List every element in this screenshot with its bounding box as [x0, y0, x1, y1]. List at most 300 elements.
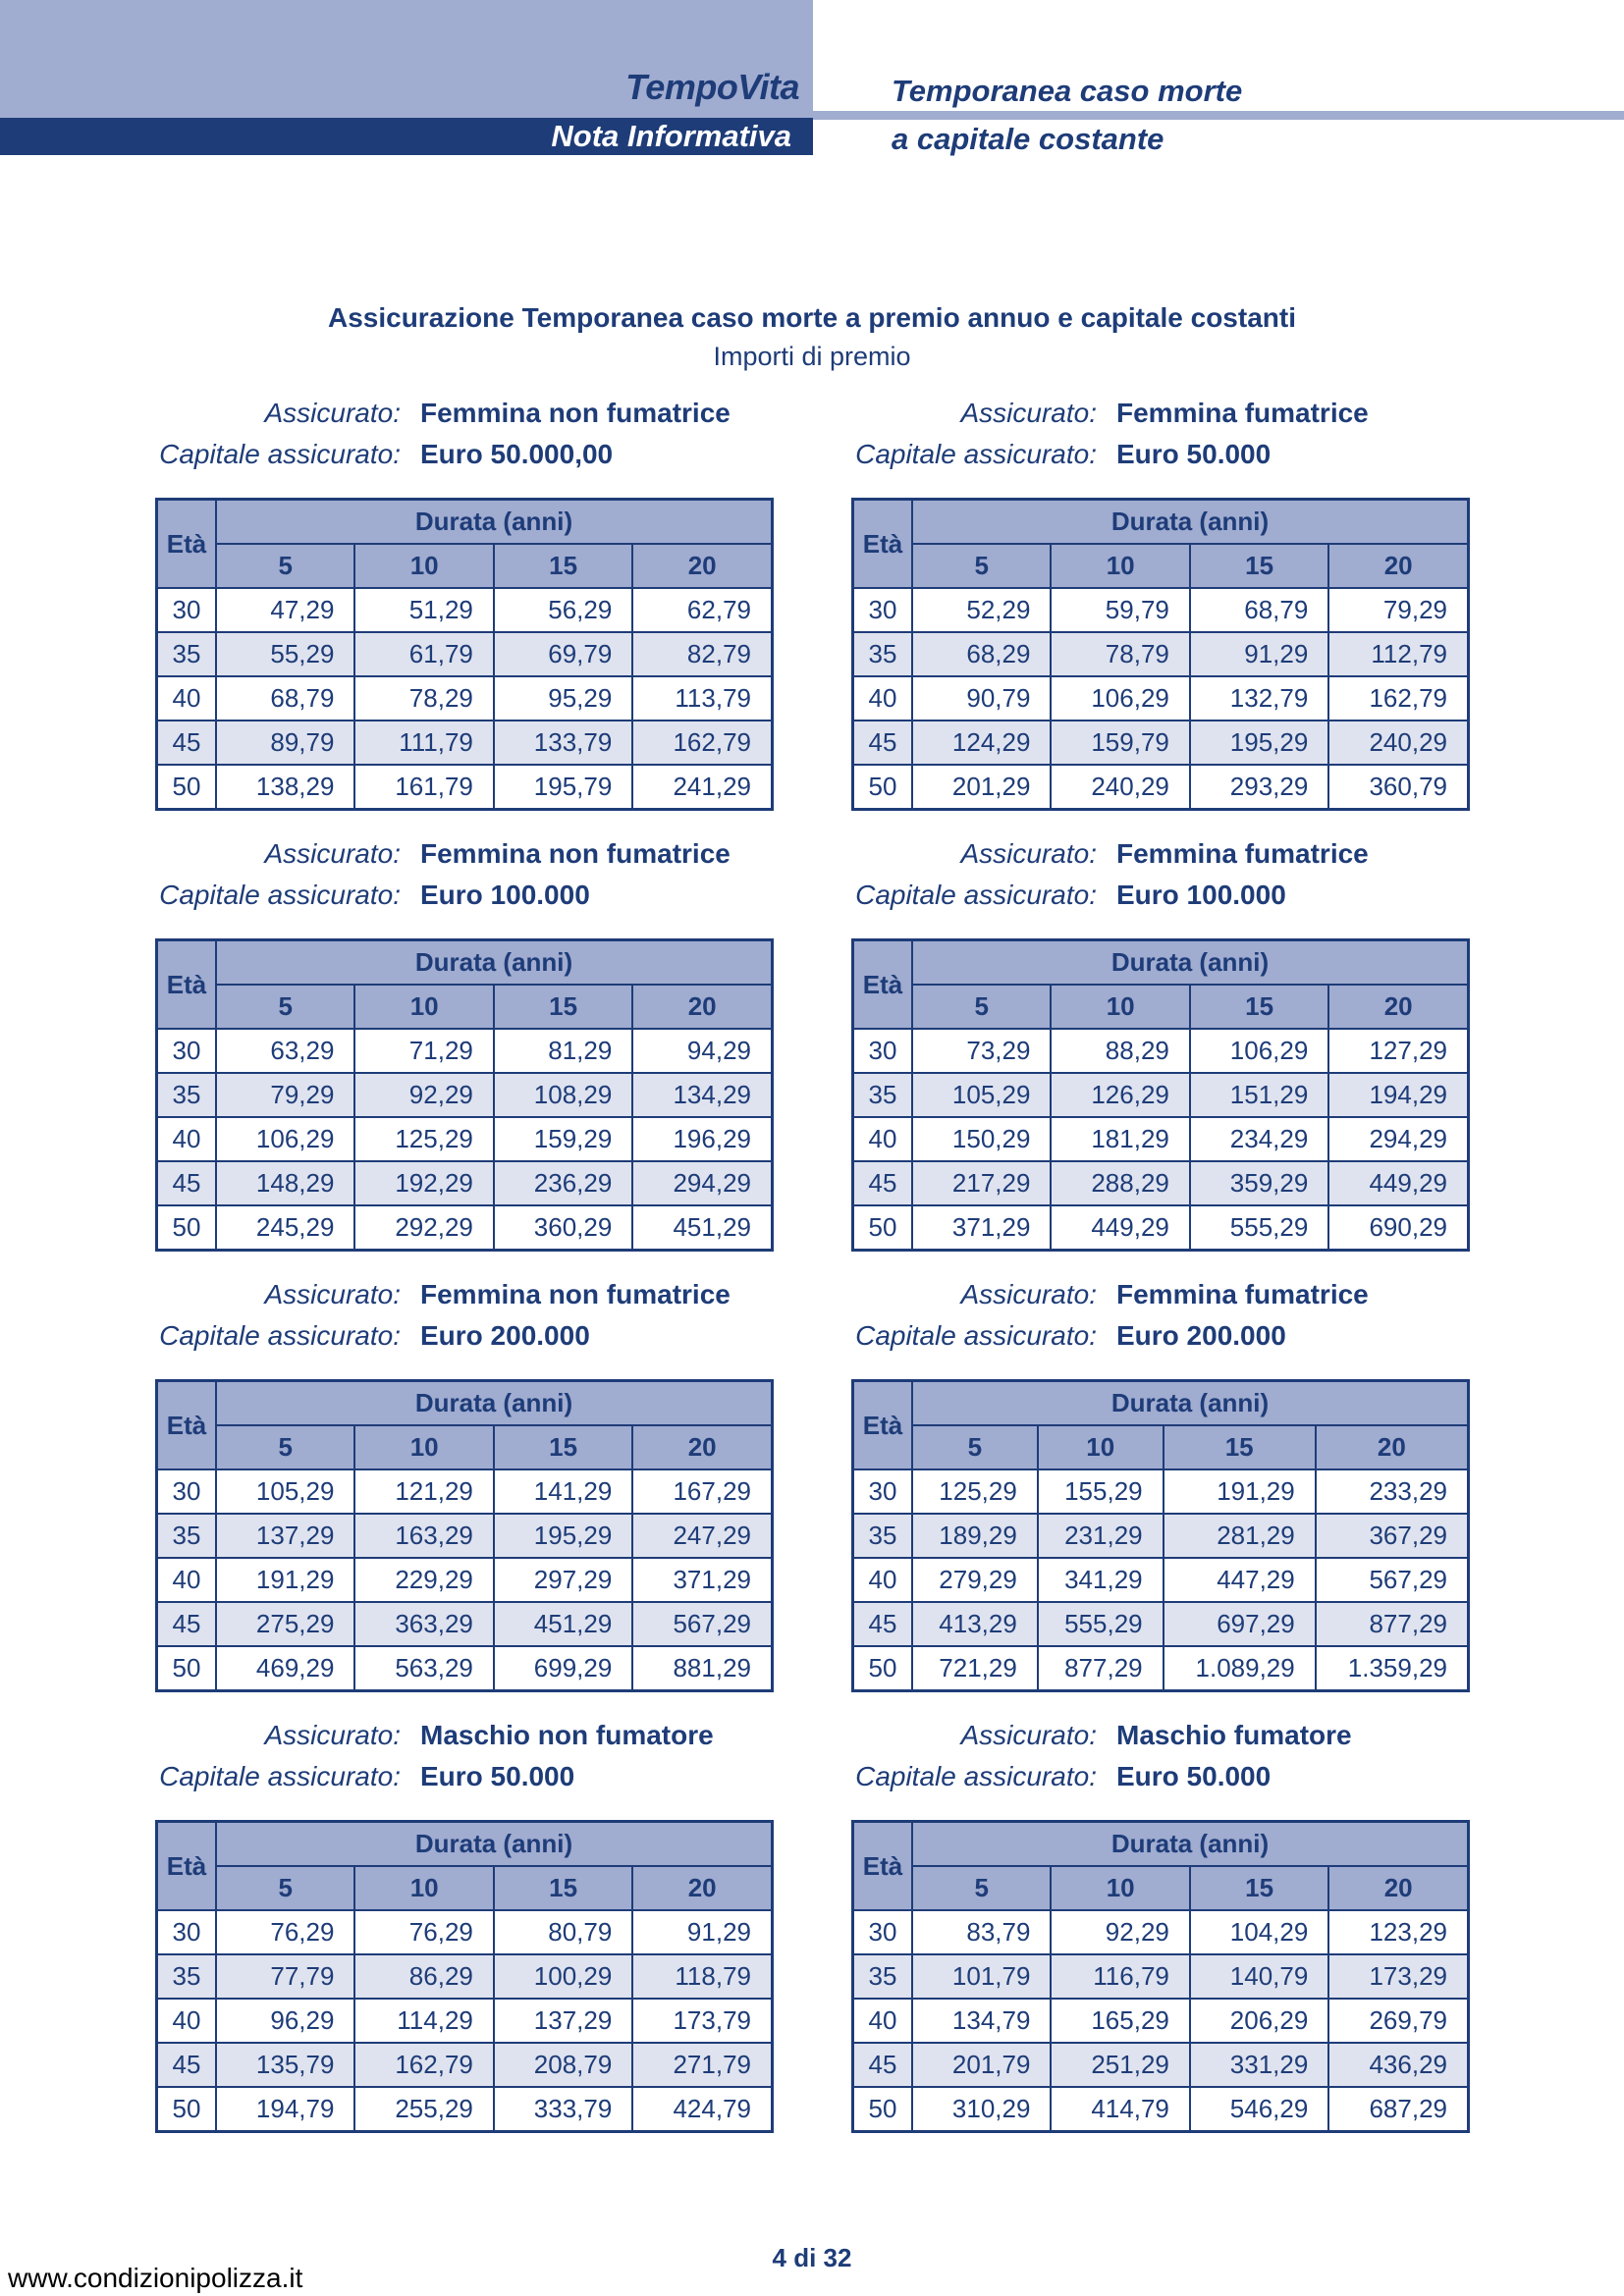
premium-cell: 194,79	[216, 2087, 354, 2132]
age-header: Età	[157, 500, 217, 589]
premium-cell: 294,29	[632, 1161, 772, 1205]
table-row	[853, 2087, 1469, 2132]
table-row	[157, 2043, 773, 2087]
premium-cell: 106,29	[1051, 676, 1189, 721]
premium-cell: 371,29	[912, 1205, 1051, 1251]
premium-cell: 217,29	[912, 1161, 1051, 1205]
capital-label: Capitale assicurato:	[159, 439, 401, 469]
premium-cell: 241,29	[632, 765, 772, 810]
duration-col-header: 10	[354, 1425, 493, 1469]
premium-cell: 68,79	[216, 676, 354, 721]
capital-value: Euro 100.000	[420, 880, 590, 910]
age-cell: 45	[853, 721, 913, 765]
premium-cell: 125,29	[912, 1469, 1038, 1514]
premium-cell: 292,29	[354, 1205, 493, 1251]
duration-col-header: 10	[354, 1866, 493, 1910]
premium-cell: 132,79	[1190, 676, 1328, 721]
premium-cell: 699,29	[494, 1646, 632, 1691]
premium-table	[851, 938, 1470, 1252]
premium-cell: 721,29	[912, 1646, 1038, 1691]
premium-cell: 150,29	[912, 1117, 1051, 1161]
premium-cell: 163,29	[354, 1514, 493, 1558]
age-cell: 30	[853, 1469, 913, 1514]
age-header: Età	[853, 500, 913, 589]
table-row	[157, 721, 773, 765]
premium-cell: 159,79	[1051, 721, 1189, 765]
table-row	[853, 1514, 1469, 1558]
table-row	[853, 632, 1469, 676]
capital-value: Euro 200.000	[420, 1320, 590, 1351]
table-row	[157, 1205, 773, 1251]
premium-cell: 91,29	[632, 1910, 772, 1954]
website-url[interactable]: www.condizionipolizza.it	[8, 2263, 303, 2293]
duration-col-header: 20	[1316, 1425, 1469, 1469]
brand-subtitle: Nota Informativa	[551, 119, 791, 153]
premium-cell: 165,29	[1051, 1999, 1189, 2043]
age-cell: 45	[157, 2043, 217, 2087]
age-cell: 50	[853, 2087, 913, 2132]
duration-col-header: 10	[1051, 544, 1189, 588]
capital-row	[851, 1761, 1470, 1802]
premium-cell: 162,79	[354, 2043, 493, 2087]
product-title-line1: Temporanea caso morte	[892, 74, 1243, 108]
duration-col-header: 15	[1190, 544, 1328, 588]
premium-block	[155, 398, 774, 801]
premium-cell: 881,29	[632, 1646, 772, 1691]
duration-col-header: 10	[354, 544, 493, 588]
premium-cell: 88,29	[1051, 1029, 1189, 1073]
age-header: Età	[157, 1381, 217, 1470]
page-number: 4 di 32	[772, 2243, 852, 2272]
table-row	[853, 1558, 1469, 1602]
premium-cell: 555,29	[1038, 1602, 1164, 1646]
premium-cell: 546,29	[1190, 2087, 1328, 2132]
premium-cell: 247,29	[632, 1514, 772, 1558]
premium-cell: 191,29	[1164, 1469, 1316, 1514]
premium-cell: 118,79	[632, 1954, 772, 1999]
premium-table	[155, 938, 774, 1252]
premium-table	[851, 1379, 1470, 1692]
premium-cell: 240,29	[1328, 721, 1468, 765]
premium-cell: 206,29	[1190, 1999, 1328, 2043]
premium-cell: 123,29	[1328, 1910, 1468, 1954]
premium-table	[851, 498, 1470, 811]
duration-col-header: 15	[494, 1866, 632, 1910]
premium-cell: 68,29	[912, 632, 1051, 676]
premium-cell: 275,29	[216, 1602, 354, 1646]
premium-cell: 251,29	[1051, 2043, 1189, 2087]
insured-row	[851, 398, 1470, 439]
age-cell: 40	[157, 1558, 217, 1602]
insured-value: Maschio non fumatore	[420, 1720, 714, 1750]
premium-cell: 106,29	[216, 1117, 354, 1161]
age-header: Età	[157, 1822, 217, 1911]
premium-cell: 234,29	[1190, 1117, 1328, 1161]
table-row	[853, 2043, 1469, 2087]
age-header: Età	[157, 940, 217, 1030]
table-row	[157, 1117, 773, 1161]
duration-header: Durata (anni)	[912, 500, 1469, 545]
age-cell: 50	[853, 765, 913, 810]
insured-label: Assicurato:	[264, 1279, 401, 1309]
premium-cell: 297,29	[494, 1558, 632, 1602]
duration-col-header: 5	[216, 1425, 354, 1469]
table-row	[157, 588, 773, 632]
table-row	[157, 1161, 773, 1205]
premium-cell: 79,29	[1328, 588, 1468, 632]
premium-cell: 195,29	[1190, 721, 1328, 765]
table-row	[157, 1602, 773, 1646]
duration-col-header: 15	[494, 1425, 632, 1469]
premium-block	[155, 1720, 774, 2123]
premium-cell: 141,29	[494, 1469, 632, 1514]
table-row	[157, 1514, 773, 1558]
table-row	[157, 632, 773, 676]
duration-col-header: 5	[912, 544, 1051, 588]
duration-col-header: 15	[494, 544, 632, 588]
duration-header: Durata (anni)	[216, 500, 773, 545]
insured-value: Femmina fumatrice	[1116, 398, 1369, 428]
age-cell: 45	[157, 1161, 217, 1205]
age-cell: 35	[853, 1073, 913, 1117]
table-row	[853, 1117, 1469, 1161]
insured-value: Femmina non fumatrice	[420, 398, 731, 428]
insured-label: Assicurato:	[264, 838, 401, 869]
age-cell: 50	[853, 1205, 913, 1251]
premium-cell: 108,29	[494, 1073, 632, 1117]
capital-row	[851, 880, 1470, 921]
premium-cell: 77,79	[216, 1954, 354, 1999]
premium-cell: 135,79	[216, 2043, 354, 2087]
age-cell: 30	[157, 1469, 217, 1514]
premium-cell: 113,79	[632, 676, 772, 721]
premium-cell: 447,29	[1164, 1558, 1316, 1602]
premium-cell: 208,79	[494, 2043, 632, 2087]
premium-cell: 161,79	[354, 765, 493, 810]
capital-value: Euro 50.000,00	[420, 439, 614, 469]
premium-cell: 162,79	[632, 721, 772, 765]
duration-header: Durata (anni)	[216, 940, 773, 986]
premium-cell: 86,29	[354, 1954, 493, 1999]
age-cell: 30	[853, 1910, 913, 1954]
capital-label: Capitale assicurato:	[855, 439, 1097, 469]
duration-col-header: 5	[912, 1866, 1051, 1910]
premium-cell: 414,79	[1051, 2087, 1189, 2132]
age-cell: 40	[157, 676, 217, 721]
premium-cell: 245,29	[216, 1205, 354, 1251]
age-header: Età	[853, 1381, 913, 1470]
premium-cell: 96,29	[216, 1999, 354, 2043]
premium-cell: 104,29	[1190, 1910, 1328, 1954]
premium-cell: 127,29	[1328, 1029, 1468, 1073]
age-cell: 35	[157, 1954, 217, 1999]
premium-cell: 47,29	[216, 588, 354, 632]
premium-block	[155, 1279, 774, 1682]
premium-cell: 449,29	[1328, 1161, 1468, 1205]
premium-cell: 124,29	[912, 721, 1051, 765]
premium-cell: 56,29	[494, 588, 632, 632]
duration-col-header: 20	[632, 1866, 772, 1910]
capital-value: Euro 50.000	[420, 1761, 575, 1791]
premium-cell: 137,29	[494, 1999, 632, 2043]
age-cell: 30	[853, 588, 913, 632]
table-row	[157, 1910, 773, 1954]
capital-value: Euro 100.000	[1116, 880, 1286, 910]
premium-cell: 134,29	[632, 1073, 772, 1117]
age-cell: 45	[853, 1602, 913, 1646]
premium-cell: 148,29	[216, 1161, 354, 1205]
age-cell: 35	[853, 1514, 913, 1558]
premium-cell: 1.359,29	[1316, 1646, 1469, 1691]
age-cell: 45	[157, 721, 217, 765]
document-subtitle: Importi di premio	[713, 342, 911, 371]
table-row	[853, 1205, 1469, 1251]
table-row	[853, 721, 1469, 765]
premium-cell: 451,29	[632, 1205, 772, 1251]
age-cell: 50	[853, 1646, 913, 1691]
premium-cell: 159,29	[494, 1117, 632, 1161]
insured-value: Femmina fumatrice	[1116, 838, 1369, 869]
insured-row	[851, 1279, 1470, 1320]
premium-cell: 92,29	[1051, 1910, 1189, 1954]
premium-cell: 62,79	[632, 588, 772, 632]
duration-col-header: 20	[1328, 544, 1468, 588]
premium-cell: 363,29	[354, 1602, 493, 1646]
premium-cell: 371,29	[632, 1558, 772, 1602]
premium-cell: 105,29	[216, 1469, 354, 1514]
premium-cell: 449,29	[1051, 1205, 1189, 1251]
duration-col-header: 20	[1328, 1866, 1468, 1910]
premium-cell: 90,79	[912, 676, 1051, 721]
duration-col-header: 5	[216, 1866, 354, 1910]
premium-cell: 52,29	[912, 588, 1051, 632]
premium-cell: 92,29	[354, 1073, 493, 1117]
premium-cell: 567,29	[1316, 1558, 1469, 1602]
table-row	[853, 1910, 1469, 1954]
premium-block	[851, 1279, 1470, 1682]
premium-cell: 279,29	[912, 1558, 1038, 1602]
premium-cell: 877,29	[1038, 1646, 1164, 1691]
age-cell: 40	[853, 1558, 913, 1602]
premium-cell: 567,29	[632, 1602, 772, 1646]
premium-cell: 61,79	[354, 632, 493, 676]
duration-col-header: 15	[494, 985, 632, 1029]
age-cell: 40	[853, 1999, 913, 2043]
premium-cell: 201,79	[912, 2043, 1051, 2087]
premium-cell: 697,29	[1164, 1602, 1316, 1646]
premium-cell: 100,29	[494, 1954, 632, 1999]
age-cell: 45	[853, 2043, 913, 2087]
duration-header: Durata (anni)	[912, 1381, 1469, 1426]
premium-cell: 877,29	[1316, 1602, 1469, 1646]
premium-cell: 195,79	[494, 765, 632, 810]
premium-cell: 167,29	[632, 1469, 772, 1514]
insured-value: Femmina non fumatrice	[420, 838, 731, 869]
capital-row	[155, 1320, 774, 1362]
premium-cell: 194,29	[1328, 1073, 1468, 1117]
capital-row	[851, 1320, 1470, 1362]
premium-cell: 140,79	[1190, 1954, 1328, 1999]
premium-cell: 310,29	[912, 2087, 1051, 2132]
duration-col-header: 15	[1164, 1425, 1316, 1469]
premium-table	[155, 1820, 774, 2133]
header-light-rule	[813, 111, 1624, 120]
premium-cell: 173,79	[632, 1999, 772, 2043]
premium-block	[851, 1720, 1470, 2123]
premium-cell: 94,29	[632, 1029, 772, 1073]
premium-cell: 76,29	[354, 1910, 493, 1954]
premium-cell: 451,29	[494, 1602, 632, 1646]
capital-label: Capitale assicurato:	[159, 1320, 401, 1351]
premium-cell: 563,29	[354, 1646, 493, 1691]
duration-col-header: 5	[216, 544, 354, 588]
duration-col-header: 5	[912, 985, 1051, 1029]
duration-col-header: 20	[632, 1425, 772, 1469]
premium-cell: 331,29	[1190, 2043, 1328, 2087]
premium-cell: 424,79	[632, 2087, 772, 2132]
premium-cell: 105,29	[912, 1073, 1051, 1117]
premium-cell: 288,29	[1051, 1161, 1189, 1205]
premium-cell: 233,29	[1316, 1469, 1469, 1514]
age-cell: 50	[157, 765, 217, 810]
premium-cell: 80,79	[494, 1910, 632, 1954]
duration-header: Durata (anni)	[912, 1822, 1469, 1867]
premium-cell: 114,29	[354, 1999, 493, 2043]
premium-cell: 63,29	[216, 1029, 354, 1073]
capital-label: Capitale assicurato:	[159, 1761, 401, 1791]
premium-cell: 121,29	[354, 1469, 493, 1514]
duration-col-header: 20	[1328, 985, 1468, 1029]
insured-value: Femmina non fumatrice	[420, 1279, 731, 1309]
table-row	[157, 1646, 773, 1691]
premium-cell: 133,79	[494, 721, 632, 765]
age-cell: 35	[157, 632, 217, 676]
premium-table	[155, 1379, 774, 1692]
insured-label: Assicurato:	[960, 1720, 1097, 1750]
premium-cell: 78,79	[1051, 632, 1189, 676]
premium-cell: 333,79	[494, 2087, 632, 2132]
premium-cell: 255,29	[354, 2087, 493, 2132]
premium-cell: 191,29	[216, 1558, 354, 1602]
insured-row	[155, 838, 774, 880]
premium-cell: 82,79	[632, 632, 772, 676]
duration-header: Durata (anni)	[216, 1822, 773, 1867]
premium-cell: 196,29	[632, 1117, 772, 1161]
capital-label: Capitale assicurato:	[855, 1320, 1097, 1351]
duration-header: Durata (anni)	[216, 1381, 773, 1426]
capital-label: Capitale assicurato:	[855, 880, 1097, 910]
insured-row	[851, 1720, 1470, 1761]
premium-cell: 101,79	[912, 1954, 1051, 1999]
premium-cell: 271,79	[632, 2043, 772, 2087]
premium-cell: 294,29	[1328, 1117, 1468, 1161]
premium-cell: 189,29	[912, 1514, 1038, 1558]
premium-cell: 126,29	[1051, 1073, 1189, 1117]
premium-cell: 79,29	[216, 1073, 354, 1117]
table-row	[853, 1602, 1469, 1646]
premium-cell: 89,79	[216, 721, 354, 765]
premium-cell: 367,29	[1316, 1514, 1469, 1558]
product-title-line2: a capitale costante	[892, 122, 1164, 156]
premium-cell: 106,29	[1190, 1029, 1328, 1073]
duration-col-header: 5	[912, 1425, 1038, 1469]
age-cell: 40	[157, 1999, 217, 2043]
premium-cell: 269,79	[1328, 1999, 1468, 2043]
duration-col-header: 15	[1190, 1866, 1328, 1910]
insured-label: Assicurato:	[960, 838, 1097, 869]
insured-value: Maschio fumatore	[1116, 1720, 1352, 1750]
premium-cell: 155,29	[1038, 1469, 1164, 1514]
premium-cell: 95,29	[494, 676, 632, 721]
capital-value: Euro 200.000	[1116, 1320, 1286, 1351]
premium-cell: 138,29	[216, 765, 354, 810]
duration-header: Durata (anni)	[912, 940, 1469, 986]
age-cell: 30	[157, 1029, 217, 1073]
age-cell: 30	[157, 588, 217, 632]
premium-cell: 469,29	[216, 1646, 354, 1691]
age-cell: 50	[157, 1205, 217, 1251]
duration-col-header: 10	[354, 985, 493, 1029]
insured-label: Assicurato:	[264, 1720, 401, 1750]
capital-label: Capitale assicurato:	[855, 1761, 1097, 1791]
premium-cell: 229,29	[354, 1558, 493, 1602]
premium-cell: 83,79	[912, 1910, 1051, 1954]
premium-cell: 436,29	[1328, 2043, 1468, 2087]
age-cell: 35	[853, 1954, 913, 1999]
premium-block	[155, 838, 774, 1242]
age-cell: 35	[157, 1073, 217, 1117]
insured-row	[155, 1279, 774, 1320]
insured-row	[155, 398, 774, 439]
premium-cell: 1.089,29	[1164, 1646, 1316, 1691]
premium-cell: 116,79	[1051, 1954, 1189, 1999]
premium-cell: 359,29	[1190, 1161, 1328, 1205]
duration-col-header: 10	[1051, 985, 1189, 1029]
age-cell: 35	[157, 1514, 217, 1558]
premium-cell: 137,29	[216, 1514, 354, 1558]
table-row	[157, 1029, 773, 1073]
table-row	[853, 1029, 1469, 1073]
premium-table	[851, 1820, 1470, 2133]
premium-cell: 281,29	[1164, 1514, 1316, 1558]
premium-cell: 236,29	[494, 1161, 632, 1205]
age-cell: 50	[157, 1646, 217, 1691]
table-row	[853, 588, 1469, 632]
table-row	[157, 1469, 773, 1514]
premium-cell: 78,29	[354, 676, 493, 721]
premium-cell: 68,79	[1190, 588, 1328, 632]
capital-value: Euro 50.000	[1116, 439, 1272, 469]
premium-cell: 81,29	[494, 1029, 632, 1073]
insured-label: Assicurato:	[960, 1279, 1097, 1309]
premium-cell: 111,79	[354, 721, 493, 765]
table-row	[157, 1558, 773, 1602]
table-row	[853, 1999, 1469, 2043]
premium-cell: 125,29	[354, 1117, 493, 1161]
table-row	[853, 1161, 1469, 1205]
brand-title: TempoVita	[625, 67, 799, 107]
duration-col-header: 20	[632, 985, 772, 1029]
premium-block	[851, 838, 1470, 1242]
premium-cell: 195,29	[494, 1514, 632, 1558]
age-cell: 45	[157, 1602, 217, 1646]
premium-cell: 240,29	[1051, 765, 1189, 810]
age-cell: 40	[853, 1117, 913, 1161]
premium-cell: 555,29	[1190, 1205, 1328, 1251]
age-header: Età	[853, 1822, 913, 1911]
age-cell: 50	[157, 2087, 217, 2132]
premium-cell: 341,29	[1038, 1558, 1164, 1602]
